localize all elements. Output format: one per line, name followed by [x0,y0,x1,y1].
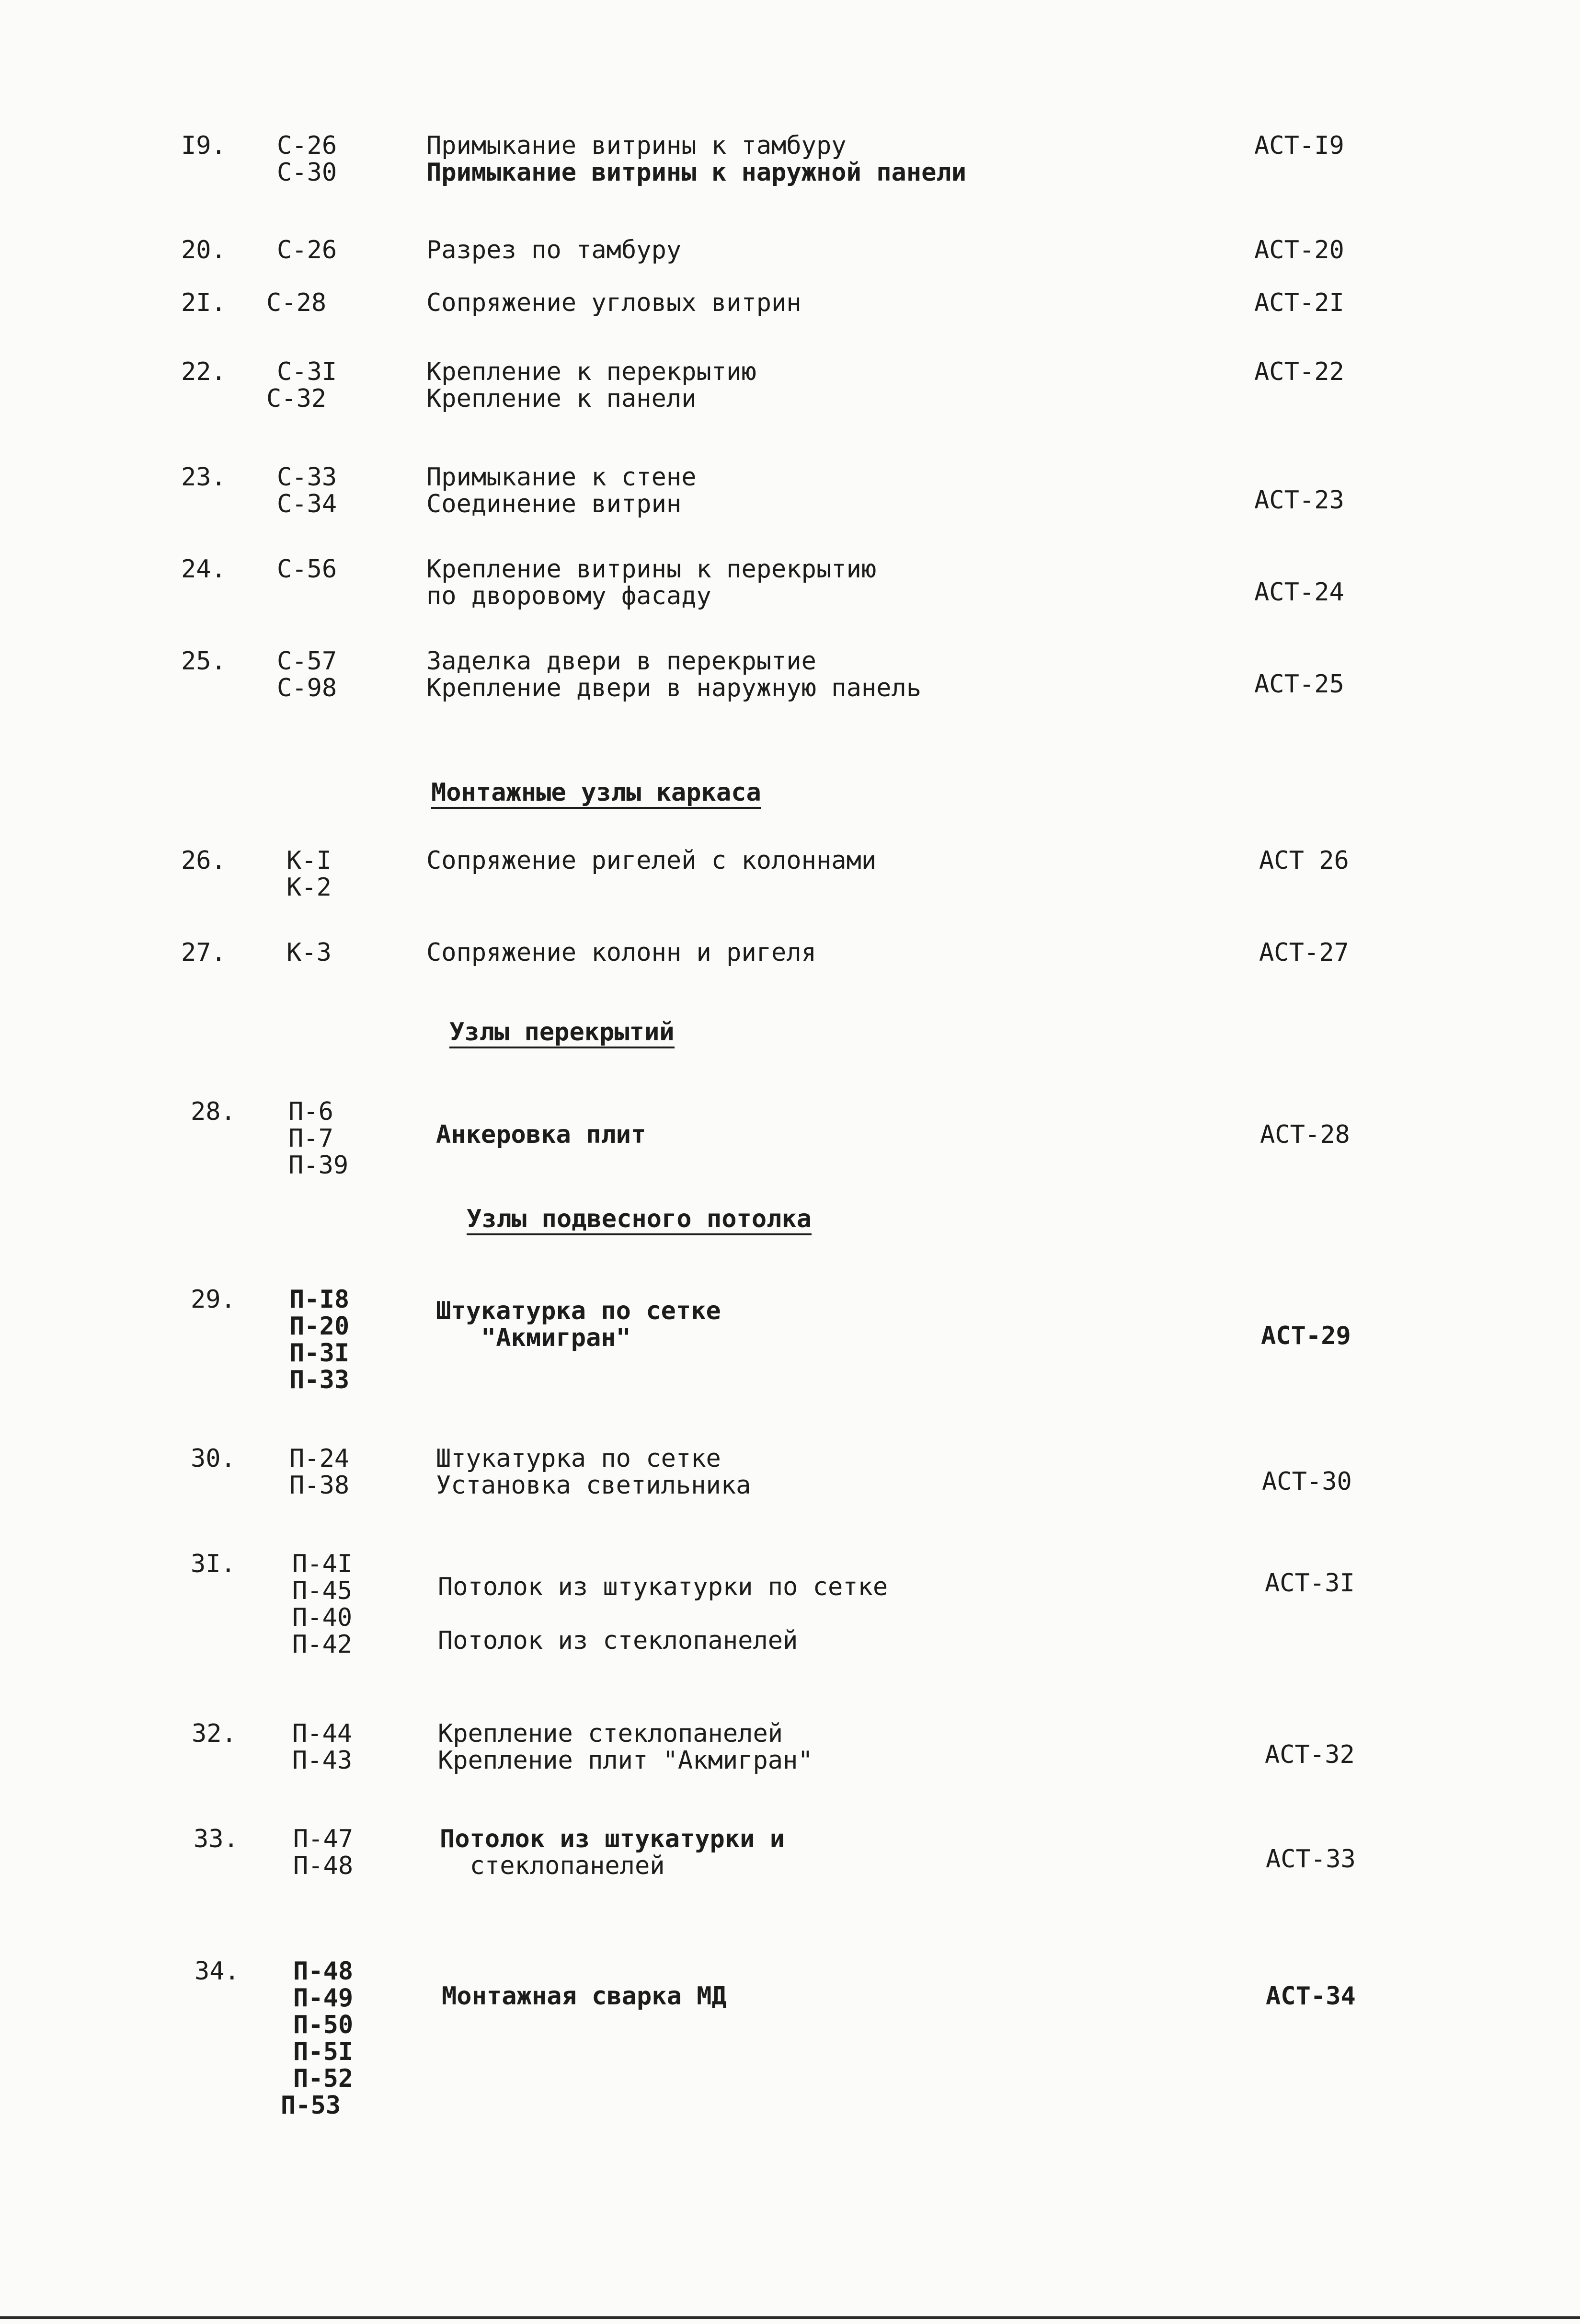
description-line: Разрез по тамбуру [426,236,682,265]
item-code: С-34 [277,490,337,518]
item-description [438,1720,1204,1774]
item-number: 24. [181,555,226,584]
item-code: С-28 [266,288,327,317]
item-code: С-57 [277,647,337,676]
item-description [426,289,1193,316]
description-line: Крепление стеклопанелей [438,1719,783,1748]
sheet-reference: АСТ-33 [1266,1845,1356,1874]
item-number: 32. [192,1719,237,1748]
description-line: Установка светильника [436,1471,751,1500]
sheet-reference: АСТ-24 [1254,578,1344,607]
item-codes [277,237,421,264]
sheet-reference: АСТ-2I [1254,288,1344,317]
item-code: К-I [286,846,332,875]
item-description [426,464,1193,518]
item-number: 30. [191,1444,236,1473]
description-line: Сопряжение ригелей с колоннами [426,846,877,875]
description-line: Крепление плит "Акмигран" [438,1746,813,1775]
description-line: Анкеровка плит [436,1120,646,1149]
item-number: 34. [195,1957,240,1986]
item-code: П-47 [293,1825,354,1853]
item-description [426,648,1193,702]
description-line: Крепление двери в наружную панель [426,674,922,702]
item-code: С-56 [277,555,337,584]
item-codes [277,464,421,518]
item-codes [288,1098,432,1179]
item-code: П-4I [292,1550,353,1578]
description-line: стеклопанелей [440,1852,665,1880]
item-number: 33. [194,1825,239,1853]
item-description [436,1121,1202,1148]
item-code: П-48 [293,1852,354,1880]
item-number: 2I. [181,288,226,317]
description-line: Штукатурка по сетке [436,1297,721,1325]
item-code: С-33 [277,463,337,492]
item-description [426,556,1193,610]
sheet-reference: АСТ-22 [1254,357,1344,386]
section-heading: Узлы перекрытий [449,1019,675,1048]
description-line: Заделка двери в перекрытие [426,647,816,676]
sheet-reference: АСТ-32 [1265,1740,1355,1769]
description-line: по дворовому фасаду [426,582,711,610]
description-line: Сопряжение угловых витрин [426,288,801,317]
description-line: Крепление к перекрытию [426,357,756,386]
item-code: П-39 [288,1151,349,1180]
item-codes [277,556,421,583]
description-line: Сопряжение колонн и ригеля [426,938,816,967]
item-codes [293,1826,437,1879]
item-code: С-98 [277,674,337,702]
item-codes [277,132,421,186]
item-code: П-48 [293,1957,354,1986]
description-line: Потолок из стеклопанелей [438,1626,798,1655]
item-number: 20. [181,236,226,265]
item-number: I9. [181,131,226,160]
item-number: 3I. [191,1550,236,1578]
description-line: Примыкание витрины к тамбуру [426,131,847,160]
item-description [426,237,1193,264]
item-number: 29. [191,1285,236,1314]
item-codes [292,1551,436,1658]
item-code: П-53 [281,2091,341,2120]
item-code: П-7 [288,1124,333,1153]
item-description [426,132,1193,186]
sheet-reference: АСТ-20 [1254,236,1344,265]
item-code: П-50 [293,2011,354,2039]
item-code: П-I8 [289,1285,350,1314]
sheet-reference: АСТ-34 [1266,1982,1356,2011]
item-description [436,1445,1202,1499]
description-line: Монтажная сварка МД [442,1982,727,2011]
item-number: 25. [181,647,226,676]
item-description [426,847,1193,874]
item-code: П-40 [292,1603,353,1632]
item-code: П-6 [288,1097,333,1126]
sheet-reference: АСТ-23 [1254,486,1344,515]
item-codes [286,847,430,901]
sheet-reference: АСТ-29 [1261,1322,1351,1350]
item-description [436,1298,1202,1351]
item-code: П-43 [292,1746,353,1775]
item-code: П-42 [292,1630,353,1659]
item-description [426,358,1193,412]
bottom-rule [0,2316,1580,2319]
sheet-reference: АСТ 26 [1259,846,1349,875]
item-codes [286,939,430,966]
item-number: 28. [191,1097,236,1126]
item-code: С-26 [277,236,337,265]
description-line: Примыкание витрины к наружной панели [426,158,967,187]
item-code: П-45 [292,1576,353,1605]
description-line: Потолок из штукатурки по сетке [438,1573,888,1601]
item-code: С-32 [266,384,327,413]
sheet-reference: АСТ-27 [1259,938,1349,967]
description-line: "Акмигран" [436,1323,631,1352]
item-code: П-5I [293,2037,354,2066]
item-code: С-3I [277,357,337,386]
item-code: П-20 [289,1312,350,1341]
item-code: П-49 [293,1984,354,2013]
item-code: П-33 [289,1366,350,1394]
description-line: Соединение витрин [426,490,682,518]
item-number: 27. [181,938,226,967]
sheet-reference: АСТ-I9 [1254,131,1344,160]
section-heading: Монтажные узлы каркаса [431,779,761,809]
item-codes [266,357,421,413]
item-code: С-30 [277,158,337,187]
description-line: Потолок из штукатурки и [440,1825,785,1853]
section-heading: Узлы подвесного потолка [467,1206,812,1235]
item-description [438,1574,1204,1654]
item-description [440,1826,1206,1879]
item-code: П-3I [289,1339,350,1368]
item-number: 22. [181,357,226,386]
sheet-reference: АСТ-28 [1260,1120,1350,1149]
item-code: П-44 [292,1719,353,1748]
item-codes [281,1957,437,2120]
item-description [426,939,1193,966]
item-code: К-3 [286,938,332,967]
item-code: П-52 [293,2064,354,2093]
item-number: 23. [181,463,226,492]
description-line: Примыкание к стене [426,463,697,492]
sheet-reference: АСТ-3I [1265,1569,1355,1598]
item-number: 26. [181,846,226,875]
item-codes [289,1445,433,1499]
item-codes [266,289,410,316]
item-codes [292,1720,436,1774]
sheet-reference: АСТ-30 [1262,1467,1352,1496]
item-code: П-38 [289,1471,350,1500]
sheet-reference: АСТ-25 [1254,670,1344,699]
item-codes [289,1286,433,1393]
description-line: Крепление к панели [426,384,697,413]
item-codes [277,648,421,702]
item-code: К-2 [286,873,332,902]
item-code: С-26 [277,131,337,160]
item-description [442,1983,1208,2010]
description-line: Штукатурка по сетке [436,1444,721,1473]
description-line: Крепление витрины к перекрытию [426,555,877,584]
item-code: П-24 [289,1444,350,1473]
